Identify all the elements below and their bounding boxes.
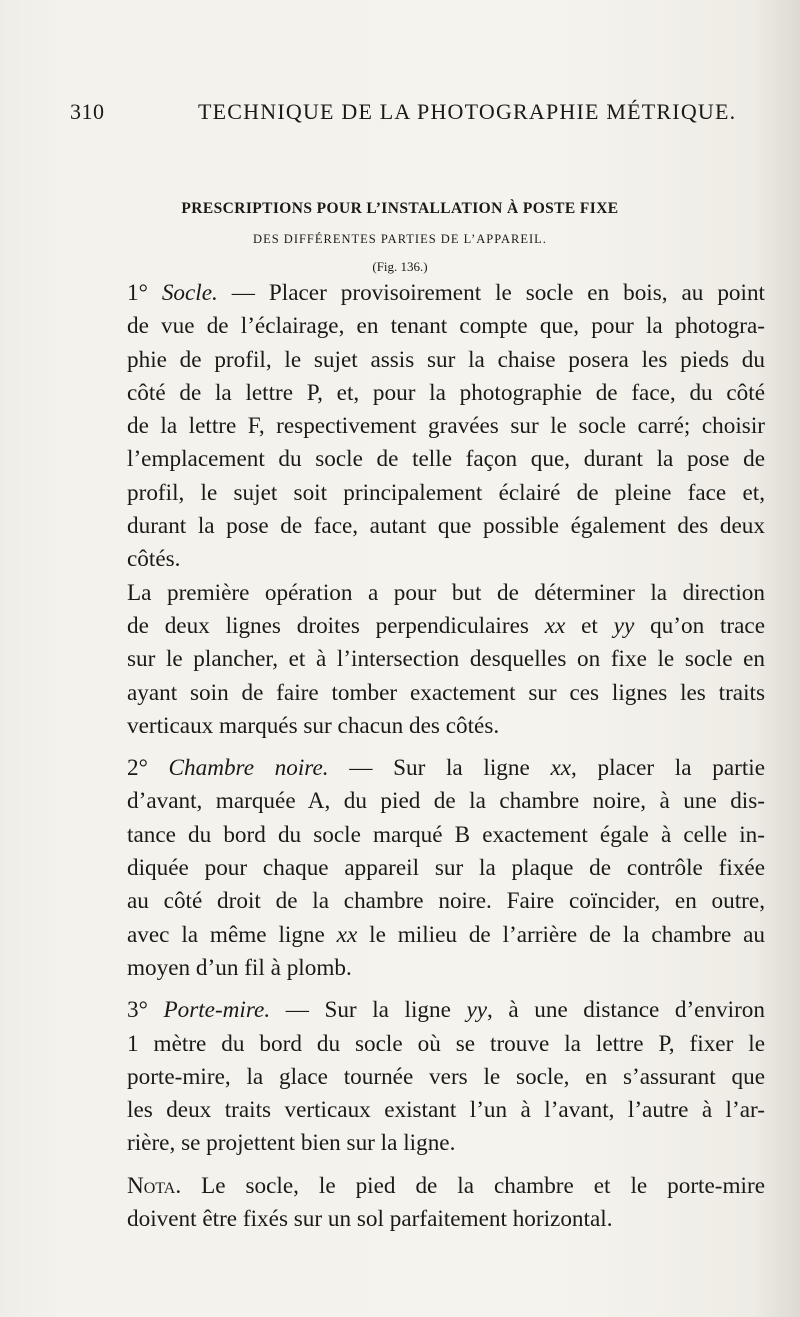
text-line: de la lettre F, respectivement gravées sur le socle carré; choisir bbox=[127, 413, 765, 440]
text-line: les deux traits verticaux existant l’un à l’avant, l’autre à l’ar- bbox=[127, 1097, 765, 1124]
figure-reference: (Fig. 136.) bbox=[372, 259, 428, 274]
text-line: moyen d’un fil à plomb. bbox=[127, 954, 352, 981]
text-line: sur le plancher, et à l’intersection desquelles on fixe le socle en bbox=[127, 646, 765, 673]
text-line: ayant soin de faire tomber exactement sur ces lignes les traits bbox=[127, 679, 765, 706]
text-line: côtés. bbox=[127, 546, 181, 573]
paragraph-porte-mire bbox=[95, 994, 765, 1160]
text-line: côté de la lettre P, et, pour la photographie de face, du côté bbox=[127, 379, 765, 406]
text-line: porte-mire, la glace tournée vers le socle, en s’assurant que bbox=[127, 1063, 765, 1090]
text-line: de vue de l’éclairage, en tenant compte que, pour la photogra- bbox=[127, 313, 765, 340]
section-title: PRESCRIPTIONS POUR L’INSTALLATION À POSTE FIXE bbox=[181, 200, 619, 217]
text-line: au côté droit de la chambre noire. Faire coïncider, en outre, bbox=[127, 888, 765, 915]
section-subtitle: DES DIFFÉRENTES PARTIES DE L’APPAREIL. bbox=[253, 232, 547, 246]
text-line: durant la pose de face, autant que possible également des deux bbox=[127, 513, 765, 540]
text-line: profil, le sujet soit principalement éclairé de pleine face et, bbox=[127, 479, 765, 506]
text-line: rière, se projettent bien sur la ligne. bbox=[127, 1130, 456, 1157]
paragraph-nota bbox=[95, 1170, 765, 1237]
text-line: avec la même ligne xx le milieu de l’arrière de la chambre au bbox=[127, 921, 765, 948]
text-line: 3° Porte-mire. — Sur la ligne yy, à une distance d’environ bbox=[127, 997, 765, 1024]
paragraph-premiere-operation bbox=[95, 577, 765, 743]
text-line: phie de profil, le sujet assis sur la chaise posera les pieds du bbox=[127, 346, 765, 373]
text-line: La première opération a pour but de déterminer la direction bbox=[127, 579, 765, 606]
text-line: 1 mètre du bord du socle où se trouve la lettre P, fixer le bbox=[127, 1030, 765, 1057]
text-line: diquée pour chaque appareil sur la plaque de contrôle fixée bbox=[127, 855, 765, 882]
text-line: 2° Chambre noire. — Sur la ligne xx, placer la partie bbox=[127, 755, 766, 782]
running-title: TECHNIQUE DE LA PHOTOGRAPHIE MÉTRIQUE. bbox=[198, 99, 737, 124]
page-number: 310 bbox=[70, 99, 105, 124]
paragraph-chambre-noire bbox=[95, 752, 765, 985]
running-header bbox=[70, 99, 737, 135]
text-line: d’avant, marquée A, du pied de la chambre noire, à une dis- bbox=[127, 788, 765, 815]
text-line: 1° Socle. — Placer provisoirement le socle en bois, au point bbox=[127, 280, 765, 306]
text-line: tance du bord du socle marqué B exactement égale à celle in- bbox=[127, 821, 765, 848]
paragraph-socle bbox=[95, 277, 765, 577]
text-line: de deux lignes droites perpendiculaires xx et yy qu’on trace bbox=[127, 612, 766, 639]
text-line: l’emplacement du socle de telle façon que, durant la pose de bbox=[127, 446, 765, 473]
body-text bbox=[95, 277, 765, 1236]
text-line: Nota. Le socle, le pied de la chambre et le porte-mire bbox=[127, 1172, 765, 1199]
text-line: verticaux marqués sur chacun des côtés. bbox=[127, 712, 500, 739]
text-line: doivent être fixés sur un sol parfaitement horizontal. bbox=[127, 1206, 613, 1233]
